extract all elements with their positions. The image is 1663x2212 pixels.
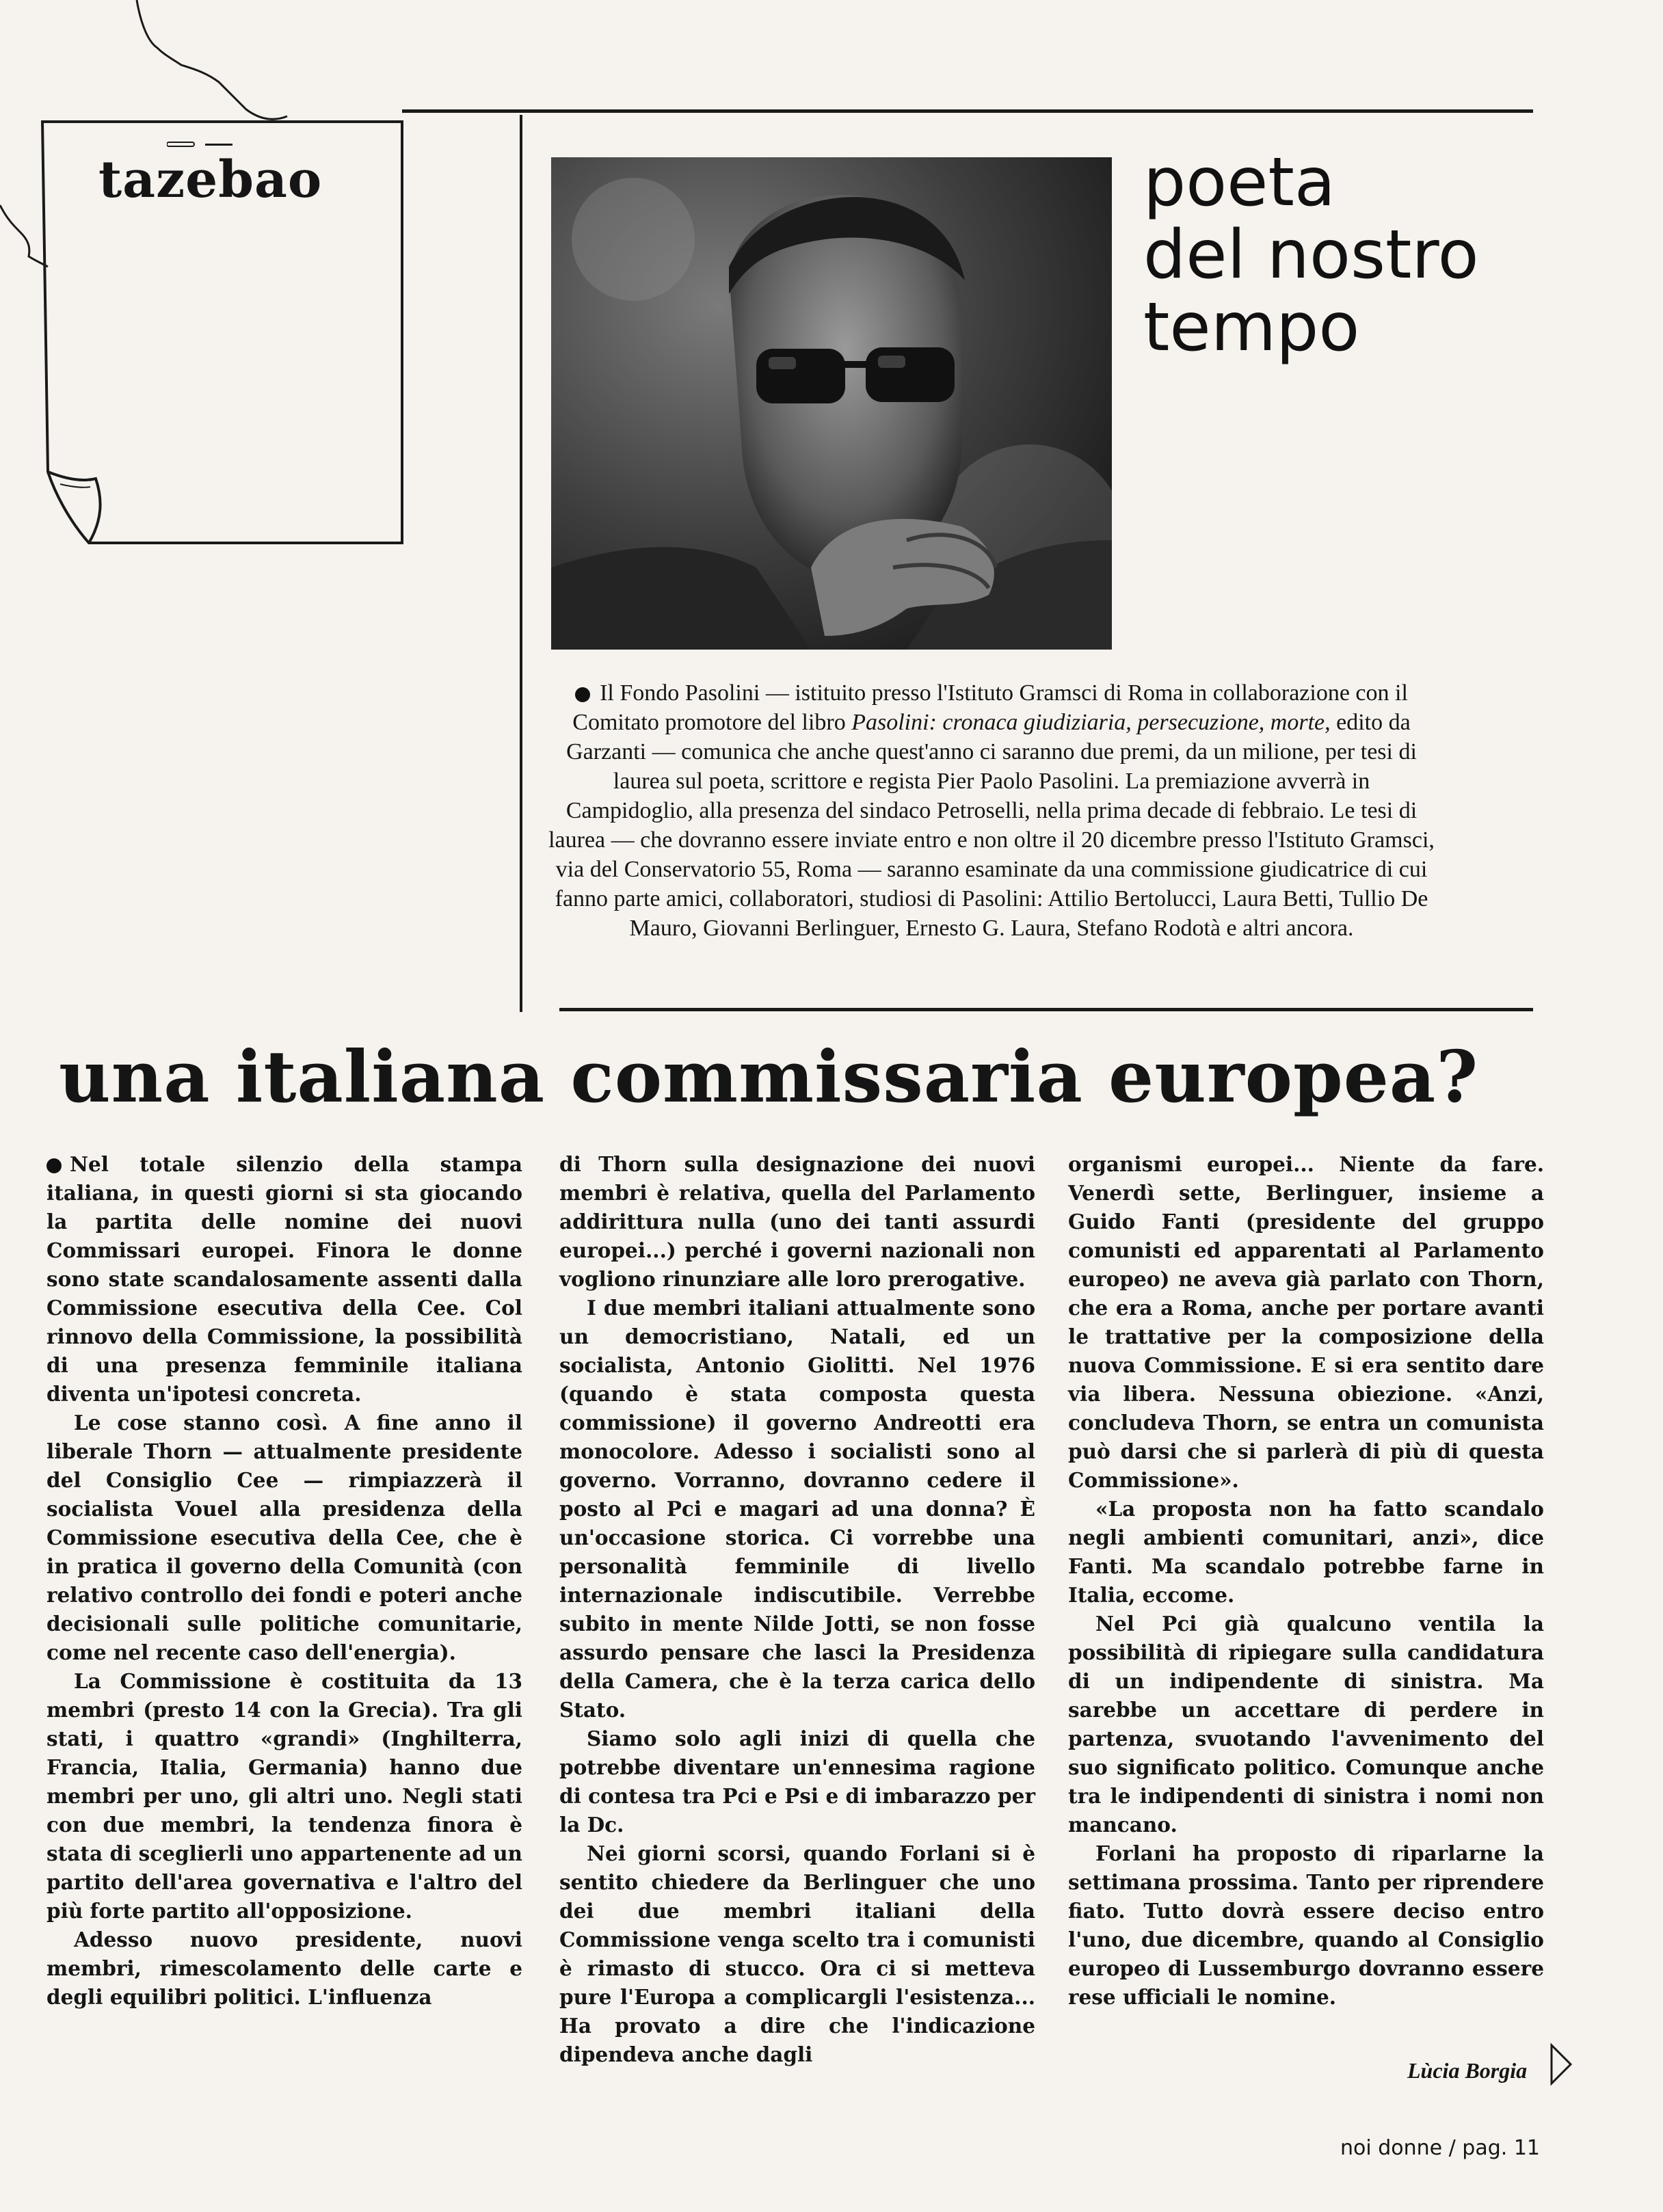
portrait-photo (551, 157, 1112, 650)
intro-text-continued: edito da Garzanti — comunica che anche quest'anno ci saranno due premi, da un milione, per tesi di laurea sul poeta, scrittore e regista Pier Paolo Pasolini. La premiazione avverrà in Campidoglio, alla presenza del sindaco Petroselli, nella prima decade di febbraio. Le tesi di laurea — che dovranno essere inviate entro e non oltre il 20 dicembre presso l'Istituto Gramsci, via del Conservatorio 55, Roma — saranno esaminate da una commissione giudicatrice di cui fanno parte amici, collaboratori, studiosi di Pasolini: Attilio Bertolucci, Laura Betti, Tullio De Mauro, Giovanni Berlinguer, Ernesto G. Laura, Stefano Rodotà e altri ancora. (548, 710, 1435, 941)
paragraph: Nei giorni scorsi, quando Forlani si è sentito chiedere da Berlinguer che uno dei due membri italiani della Commissione venga scelto tra i comunisti è rimasto di stucco. Ora ci si metteva pure l'Europa a complicargli l'esistenza... Ha provato a dire che l'indicazione dipendeva anche dagli (559, 1841, 1035, 2066)
intro-text: Il Fondo Pasolini — istituito presso l'Istituto Gramsci di Roma in collaborazione con il Comitato promotore del libro (572, 680, 1408, 735)
note-card-drawing (0, 0, 410, 561)
paragraph: Le cose stanno così. A fine anno il liberale Thorn — attualmente presidente del Consiglio Cee — rimpiazzerà il socialista Vouel alla presidenza della Commissione esecutiva della Cee, che è in pratica il governo della Comunità (con relativo controllo dei fondi e poteri anche decisionali sulle politiche comunitarie, come nel recente caso dell'energia). (46, 1411, 522, 1664)
title-line: del nostro (1143, 216, 1479, 294)
column-3 (1068, 1150, 1544, 2012)
author-signature: Lùcia Borgia (1407, 2058, 1528, 2083)
intro-paragraph (547, 678, 1436, 943)
paragraph: Adesso nuovo presidente, nuovi membri, rimescolamento delle carte e degli equilibri politici. L'influenza (46, 1928, 522, 2009)
main-headline: una italiana commissaria europea? (59, 1035, 1479, 1119)
paragraph: Nel Pci già qualcuno ventila la possibilità di ripiegare sulla candidatura di un indipendente di sinistra. Ma sarebbe un accettare di perdere in partenza, svuotando l'avvenimento del suo significato politico. Comunque anche tra le indipendenti di sinistra i nomi non mancano. (1068, 1612, 1544, 1837)
top-rule (402, 109, 1533, 113)
book-title: Pasolini: cronaca giudiziaria, persecuzione, morte, (851, 710, 1331, 735)
paragraph: Forlani ha proposto di riparlarne la settimana prossima. Tanto per riprendere fiato. Tutto dovrà essere deciso entro l'uno, due dicembre, quando al Consiglio europeo di Lussemburgo dovranno essere rese ufficiali le nomine. (1068, 1841, 1544, 2009)
paragraph-text: Nel totale silenzio della stampa italiana, in questi giorni si sta giocando la partita delle nomine dei nuovi Commissari europei. Finora le donne sono state scandalosamente assenti dalla Commissione esecutiva della Cee. Col rinnovo della Commissione, la possibilità di una presenza femminile italiana diventa un'ipotesi concreta. (46, 1152, 522, 1406)
page-footer: noi donne / pag. 11 (1340, 2136, 1541, 2160)
paragraph: Siamo solo agli inizi di quella che potrebbe diventare un'ennesima ragione di contesa tra Pci e Psi e di imbarazzo per la Dc. (559, 1727, 1035, 1837)
paragraph: I due membri italiani attualmente sono un democristiano, Natali, ed un socialista, Antonio Giolitti. Nel 1976 (quando è stata composta questa commissione) il governo Andreotti era monocolore. Adesso i socialisti sono al governo. Vorranno, dovranno cedere il posto al Pci e magari ad una donna? È un'occasione storica. Ci vorrebbe una personalità femminile di livello internazionale indiscutibile. Verrebbe subito in mente Nilde Jotti, se non fosse assurdo pensare che lasci la Presidenza della Camera, che è la terza carica dello Stato. (559, 1296, 1035, 1722)
bullet-icon (575, 687, 590, 702)
section-divider (559, 1008, 1533, 1011)
column-2 (559, 1150, 1035, 2069)
continue-arrow-icon (1549, 2043, 1573, 2086)
section-label: tazebao (98, 150, 323, 209)
bullet-icon (46, 1158, 62, 1173)
column-divider (520, 115, 522, 1012)
paragraph (46, 1150, 522, 1409)
article-title (1143, 144, 1554, 367)
paragraph: «La proposta non ha fatto scandalo negli ambienti comunitari, anzi», dice Fanti. Ma scandalo potrebbe farne in Italia, eccome. (1068, 1497, 1544, 1607)
paragraph: di Thorn sulla designazione dei nuovi membri è relativa, quella del Parlamento addirittura nulla (uno dei tanti assurdi europei...) perché i governi nazionali non vogliono rinunziare alle loro prerogative. (559, 1152, 1035, 1291)
pin-icon (167, 139, 235, 149)
paragraph: organismi europei... Niente da fare. Venerdì sette, Berlinguer, insieme a Guido Fanti (presidente del gruppo comunisti ed apparentati al Parlamento europeo) ne aveva già parlato con Thorn, che era a Roma, anche per portare avanti le trattative per la composizione della nuova Commissione. E si era sentito dare via libera. Nessuna obiezione. «Anzi, concludeva Thorn, se entra un comunista può darsi che si parlerà di più di questa Commissione». (1068, 1152, 1544, 1492)
paragraph: La Commissione è costituita da 13 membri (presto 14 con la Grecia). Tra gli stati, i quattro «grandi» (Inghilterra, Francia, Italia, Germania) hanno due membri per uno, gli altri uno. Negli stati con due membri, la tendenza finora è stata di sceglierli uno appartenente ad un partito dell'area governativa e l'altro del più forte partito all'opposizione. (46, 1669, 522, 1923)
title-line: poeta (1143, 144, 1335, 222)
title-line: tempo (1143, 289, 1360, 367)
column-1 (46, 1150, 522, 2012)
